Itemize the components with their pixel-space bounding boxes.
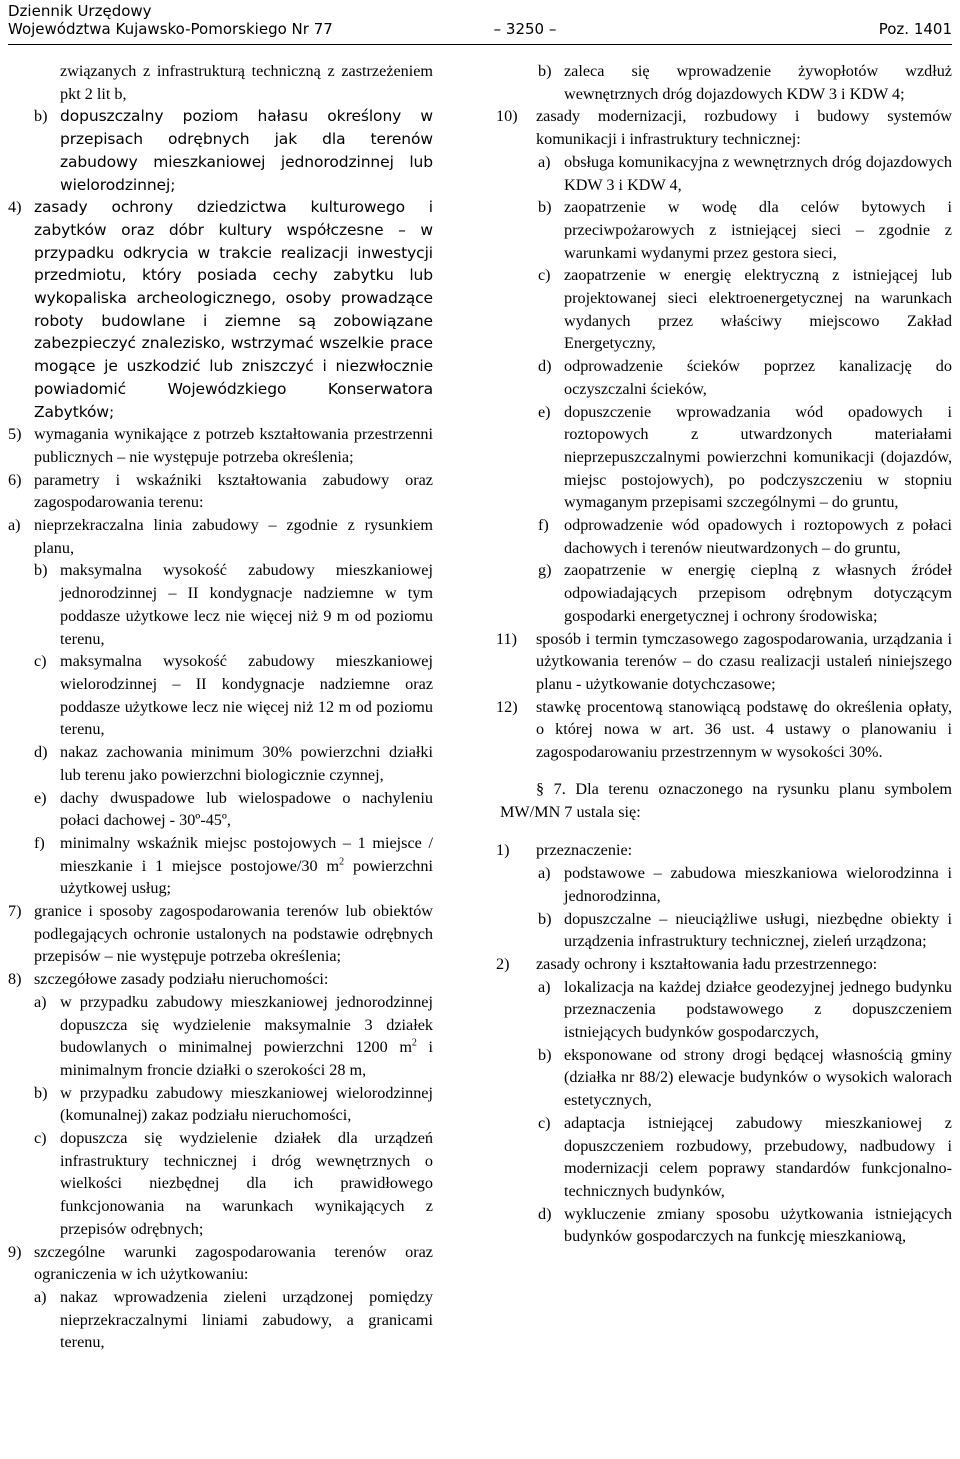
list-item: f) minimalny wskaźnik miejsc postojowych – 1 miejsce / mieszkanie i 1 miejsce postojowe/30 $m^2$ powierzchni użytkowej usług;	[34, 833, 433, 898]
list-item: 9) szczególne warunki zagospodarowania terenów oraz ograniczenia w ich użytkowaniu:	[8, 1242, 433, 1284]
list-item: 10) zasady modernizacji, rozbudowy i budowy systemów komunikacji i infrastruktury technicznej:	[496, 107, 952, 149]
list-item: c) adaptacja istniejącej zabudowy mieszkaniowej z dopuszczeniem rozbudowy, przebudowy, nadbudowy i modernizacji celem poprawy standardów funkcjonalno-technicznych budynków,	[538, 1113, 952, 1200]
list-item: a) obsługa komunikacyjna z wewnętrznych dróg dojazdowych KDW 3 i KDW 4,	[538, 152, 952, 194]
page-header	[8, 0, 952, 45]
list-item: b) dopuszczalne – nieuciążliwe usługi, niezbędne obiekty i urządzenia infrastruktury technicznej, zieleń urządzona;	[538, 909, 952, 951]
list-item: b) zaopatrzenie w wodę dla celów bytowych i przeciwpożarowych z istniejącej sieci – zgodnie z warunkami wydanymi przez gestora sieci,	[538, 198, 952, 262]
left-column	[8, 60, 433, 1354]
list-item: 7) granice i sposoby zagospodarowania terenów lub obiektów podlegających ochronie ustalonych na podstawie odrębnych przepisów – nie występuje potrzeba określenia;	[8, 902, 433, 966]
list-item: e) dopuszczenie wprowadzania wód opadowych i roztopowych z utwardzonych materiałami nieprzepuszczalnymi powierzchni komunikacji (dojazdów, miejsc postojowych), po podczyszczeniu w stopniu wymaganym przepisami szczególnymi – do gruntu,	[538, 402, 952, 512]
list-item: a) lokalizacja na każdej działce geodezyjnej jednego budynku przeznaczenia podstawowego z dopuszczeniem istniejących budynków gospodarczych,	[538, 977, 952, 1042]
list-item: a) nieprzekraczalna linia zabudowy – zgodnie z rysunkiem planu,	[8, 516, 433, 557]
list-item: e) dachy dwuspadowe lub wielospadowe o nachyleniu połaci dachowej - 30º-45º,	[34, 788, 433, 830]
list-item: c) maksymalna wysokość zabudowy mieszkaniowej wielorodzinnej – II kondygnacje nadziemne oraz poddasze użytkowe lecz nie więcej niż 12 m od poziomu terenu,	[34, 652, 433, 739]
list-item: związanych z infrastrukturą techniczną z zastrzeżeniem pkt 2 lit b,	[60, 62, 433, 103]
list-item: 4) zasady ochrony dziedzictwa kulturowego i zabytków oraz dóbr kultury współczesne – w przypadku odkrycia w trakcie realizacji inwestycji przedmiotu, który posiada cechy zabytku lub wykopaliska archeologicznego, osoby prowadzące roboty budowlane i ziemne są zobowiązane zabezpieczyć znalezisko, wstrzymać wszelkie prace mogące je uszkodzić lub zniszczyć i niezwłocznie powiadomić Wojewódzkiego Konserwatora Zabytków;	[8, 198, 433, 421]
journal-issue: Województwa Kujawsko-Pomorskiego Nr 77	[8, 20, 333, 38]
page-number: – 3250 –	[493, 20, 557, 38]
list-item: 8) szczegółowe zasady podziału nieruchomości:	[8, 970, 329, 989]
list-item: d) nakaz zachowania minimum 30% powierzchni działki lub terenu jako powierzchni biologicznie czynnej,	[34, 743, 433, 784]
list-item: a) nakaz wprowadzenia zieleni urządzonej pomiędzy nieprzekraczalnymi liniami zabudowy, a granicami terenu,	[34, 1287, 433, 1352]
list-item: c) dopuszcza się wydzielenie działek dla urządzeń infrastruktury technicznej i dróg wewnętrznych o wielkości niezbędnej dla ich prawidłowego funkcjonowania na warunkach wynikających z przepisów odrębnych;	[34, 1129, 433, 1238]
right-column	[496, 60, 952, 1248]
list-item: b) maksymalna wysokość zabudowy mieszkaniowej jednorodzinnej – II kondygnacje nadziemne w tym poddasze użytkowe lecz nie więcej niż 9 m od poziomu terenu,	[34, 561, 433, 648]
list-item: b) dopuszczalny poziom hałasu określony w przepisach odrębnych jak dla terenów zabudowy mieszkaniowej jednorodzinnej lub wielorodzinnej;	[34, 107, 433, 194]
journal-title: Dziennik Urzędowy	[8, 2, 152, 20]
list-item: 1) przeznaczenie:	[496, 841, 633, 860]
list-item: 6) parametry i wskaźniki kształtowania zabudowy oraz zagospodarowania terenu:	[8, 470, 433, 512]
list-item: 2) zasady ochrony i kształtowania ładu przestrzennego:	[496, 954, 878, 973]
list-item: f) odprowadzenie wód opadowych i roztopowych z połaci dachowych i terenów nieutwardzonych – do gruntu,	[538, 516, 952, 557]
position-number: Poz. 1401	[878, 20, 952, 38]
list-item: g) zaopatrzenie w energię cieplną z własnych źródeł odpowiadających przepisom odrębnym dotyczącym gospodarki energetycznej i ochrony środowiska;	[538, 561, 952, 625]
section-paragraph: § 7. Dla terenu oznaczonego na rysunku planu symbolem MW/MN 7 ustala się:	[500, 779, 952, 821]
list-item: 12) stawkę procentową stanowiącą podstawę do określenia opłaty, o której nowa w art. 36 ust. 4 ustawy o planowaniu i zagospodarowaniu przestrzennym w wysokości 30%.	[496, 697, 952, 762]
list-item: a) w przypadku zabudowy mieszkaniowej jednorodzinnej dopuszcza się wydzielenie maksymalnie 3 działek budowlanych o minimalnej powierzchni 1200 $m^2$ i minimalnym froncie działki o szerokości 28 m,	[34, 992, 434, 1079]
list-item: 11) sposób i termin tymczasowego zagospodarowania, urządzania i użytkowania terenów – do czasu realizacji ustaleń niniejszego planu - użytkowanie dotychczasowe;	[496, 629, 952, 693]
list-item: b) eksponowane od strony drogi będącej własnością gminy (działka nr 88/2) elewacje budynków o wysokich walorach estetycznych,	[538, 1045, 952, 1110]
list-item: d) wykluczenie zmiany sposobu użytkowania istniejących budynków gospodarczych na funkcję mieszkaniową,	[538, 1204, 952, 1246]
list-item: d) odprowadzenie ścieków poprzez kanalizację do oczyszczalni ścieków,	[538, 357, 952, 398]
list-item: b) w przypadku zabudowy mieszkaniowej wielorodzinnej (komunalnej) zakaz podziału nieruchomości,	[34, 1083, 433, 1125]
list-item: b) zaleca się wprowadzenie żywopłotów wzdłuż wewnętrznych dróg dojazdowych KDW 3 i KDW 4;	[538, 62, 952, 103]
list-item: c) zaopatrzenie w energię elektryczną z istniejącej lub projektowanej sieci elektroenergetycznej na warunkach wydanych przez właściwy miejscowo Zakład Energetyczny,	[538, 266, 952, 353]
list-item: 5) wymagania wynikające z potrzeb kształtowania przestrzenni publicznych – nie występuje potrzeba określenia;	[8, 425, 433, 466]
list-item: a) podstawowe – zabudowa mieszkaniowa wielorodzinna i jednorodzinna,	[538, 864, 952, 905]
